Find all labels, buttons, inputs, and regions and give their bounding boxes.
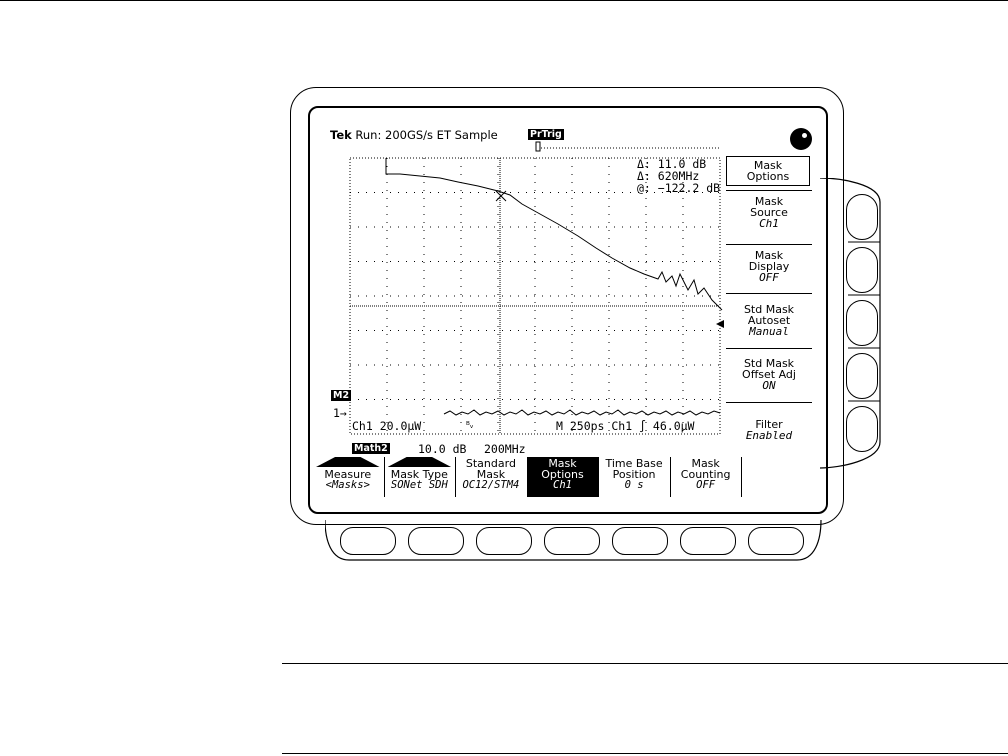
bottom-menu-item[interactable] [527,457,599,497]
side-menu [726,156,812,456]
math2-scale: 10.0 dB [418,442,467,456]
brand-label: Tek [330,128,352,142]
side-item-mask-display[interactable]: Mask Display OFF [748,249,790,284]
bottom-menu-sep [670,457,671,497]
bottom-button-2[interactable] [408,527,464,555]
side-item-std-mask-autoset[interactable]: Std Mask Autoset Manual [743,303,795,338]
acquisition-status: Run: 200GS/s ET Sample [355,128,498,142]
bottom-menu-text: Mask [476,468,506,481]
ch1-ground-marker: 1→ [333,406,347,420]
bottom-menu-text: Mask [548,457,577,470]
bottom-menu-item[interactable] [384,457,456,497]
bottom-menu-item[interactable] [741,457,813,497]
bottom-menu-text: OFF [696,479,716,491]
math2-ground-marker: M2 [333,390,350,401]
trigger-position-marker [536,142,540,151]
bottom-menu-sep [741,457,742,497]
bottom-menu-text: Standard [465,457,516,470]
bottom-button-7[interactable] [748,527,804,555]
top-rule [0,0,1008,1]
bottom-menu-text: Options [541,468,584,481]
bottom-menu-text: 0 s [624,479,644,491]
side-button-bezel-outline [820,178,890,470]
bottom-menu-sep [527,457,528,497]
bottom-button-4[interactable] [544,527,600,555]
bottom-menu-text: OC12/STM4 [462,479,520,491]
delta-freq-readout: Δ: 620MHz [637,169,700,183]
math2-label: Math2 [354,443,388,454]
bottom-menu-text: SONet SDH [390,479,448,491]
pretrigger-badge: PrTrig [530,129,562,140]
bottom-menu-sep [598,457,599,497]
noise-floor-trace [444,410,720,415]
timebase-readout: M 250ps Ch1 ∫ 46.0μW [556,419,695,433]
level-arrow-icon [716,320,724,328]
side-sep [726,244,812,245]
bottom-button-3[interactable] [476,527,532,555]
side-sep [726,402,812,403]
side-item-std-mask-offset-adj[interactable]: Std Mask Offset Adj ON [742,357,796,392]
bottom-menu-text: Position [612,468,656,481]
bottom-menu-text: Time Base [605,457,663,470]
bottom-menu-item[interactable] [312,457,384,497]
bottom-menu-text: Ch1 [553,479,572,491]
bottom-menu-sep [455,457,456,497]
bottom-menu-text: Counting [680,468,731,481]
bottom-menu-item[interactable] [598,457,670,497]
math2-span: 200MHz [484,442,526,456]
bottom-menu [312,457,813,497]
general-purpose-knob-icon[interactable] [790,128,812,150]
grid-lines [350,158,720,434]
side-sep [726,190,812,191]
ch1-scale-readout: Ch1 20.0μW [352,419,422,433]
side-menu-title: Mask Options [726,156,810,186]
bottom-menu-sep [384,457,385,497]
bottom-menu-item[interactable] [455,457,527,497]
caption-rule-bottom [282,753,1008,754]
side-sep [726,293,812,294]
bottom-menu-text: Mask [691,457,720,470]
bottom-button-5[interactable] [612,527,668,555]
bottom-button-1[interactable] [340,527,396,555]
side-sep [726,348,812,349]
delta-db-readout: Δ: 11.0 dB [637,157,707,171]
side-item-mask-source[interactable]: Mask Source Ch1 [750,195,788,230]
bandwidth-limit-icon: ᴮᵥ [466,421,474,431]
bottom-menu-text: Mask Type [390,468,448,481]
caption-rule-top [282,663,1008,664]
bottom-menu-item[interactable] [670,457,742,497]
at-db-readout: @: −122.2 dB [637,181,721,195]
bottom-menu-text: <Masks> [325,479,370,491]
side-item-filter[interactable]: Filter Enabled [745,418,793,442]
bottom-button-6[interactable] [680,527,736,555]
bottom-menu-text: Measure [324,468,372,481]
